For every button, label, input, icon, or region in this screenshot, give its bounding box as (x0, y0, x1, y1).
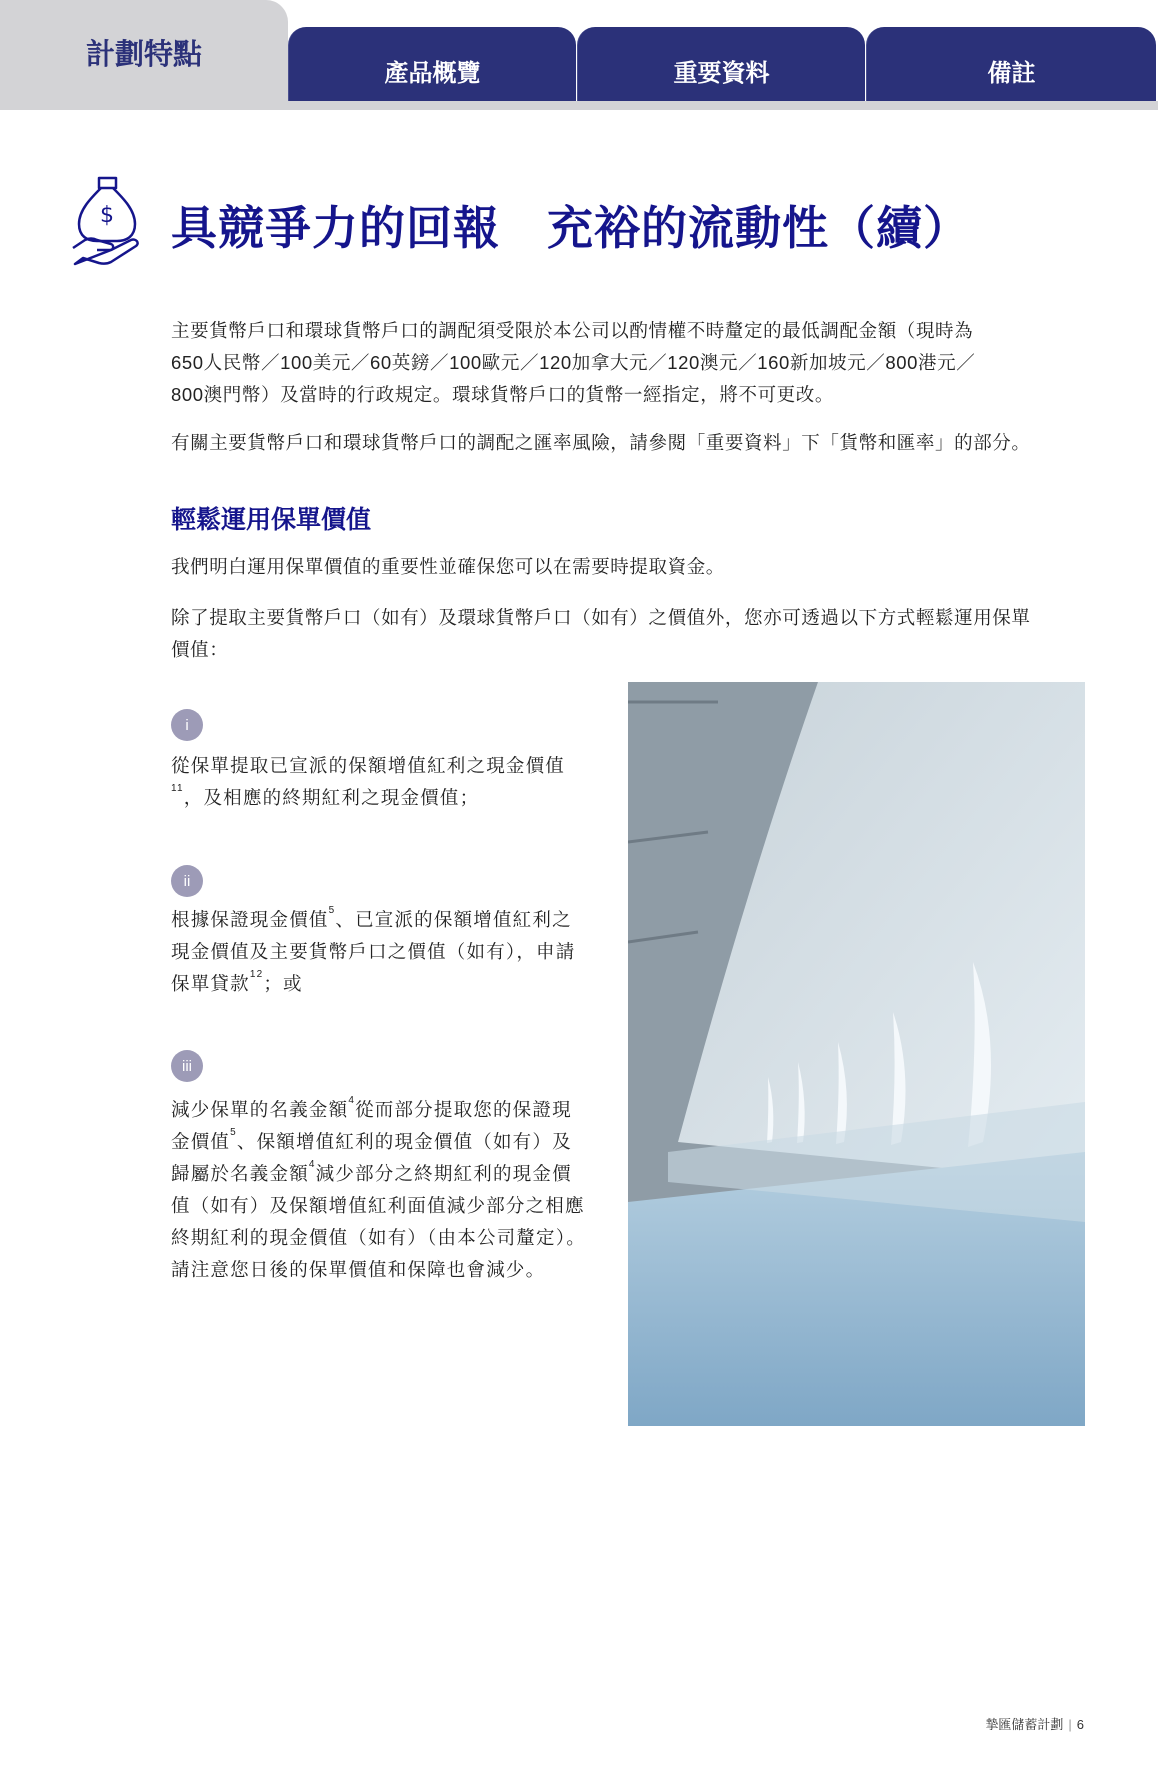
text: ；或 (263, 973, 303, 994)
list-item (171, 904, 591, 1000)
text: 減少保單的名義金額 (171, 1099, 349, 1120)
tab-plan-features[interactable]: 計劃特點 (0, 0, 288, 110)
tab-important-info[interactable]: 重要資料 (577, 27, 865, 101)
footnote-ref: 5 (328, 905, 336, 916)
text: 減少部分之終期紅利的現金價值（如有）及保額增值紅利面值減少部分之相應終期紅利的現金價值（如有）（由本公司釐定）。請注意您日後的保單價值和保障也會減少。 (171, 1163, 586, 1280)
list-number-badge: iii (171, 1050, 203, 1082)
money-bag-hand-icon (71, 176, 143, 266)
list-number-badge: i (171, 709, 203, 741)
tab-notes[interactable]: 備註 (866, 27, 1156, 101)
walkway-photo (628, 682, 1085, 1426)
text: 、已宣派的保額增值紅利之現金價值及主要貨幣戶口之價值（如有），申請保單貸款 (171, 909, 576, 994)
text: ，及相應的終期紅利之現金價值； (183, 787, 480, 808)
text-line: 價值： (171, 639, 229, 660)
page-number: 6 (1076, 1717, 1084, 1732)
footnote-ref: 11 (171, 783, 184, 794)
page-title: 具競爭力的回報 充裕的流動性（續） (171, 202, 970, 254)
text: 根據保證現金價值 (171, 909, 329, 930)
tab-bar (0, 0, 1158, 110)
intro-paragraph-2: 有關主要貨幣戶口和環球貨幣戶口的調配之匯率風險，請參閱「重要資料」下「貨幣和匯率」的部分。 (171, 432, 1031, 453)
text: 從保單提取已宣派的保額增值紅利之現金價值 (171, 755, 566, 776)
footnote-ref: 4 (308, 1159, 316, 1170)
intro-paragraph-1 (171, 315, 975, 411)
text-line: 主要貨幣戶口和環球貨幣戶口的調配須受限於本公司以酌情權不時釐定的最低調配金額（現時為 (171, 320, 974, 341)
svg-text:$: $ (100, 203, 114, 228)
tab-product-overview[interactable]: 產品概覽 (288, 27, 576, 101)
list-number-badge: ii (171, 865, 203, 897)
section-heading: 輕鬆運用保單價值 (171, 506, 372, 534)
text-line: 650人民幣／100美元／60英鎊／100歐元／120加拿大元／120澳元／160新加坡元／800港元／ (171, 352, 976, 373)
text-line: 800澳門幣）及當時的行政規定。環球貨幣戶口的貨幣一經指定，將不可更改。 (171, 384, 834, 405)
text: 從而部分提取您的保證現金價值 (171, 1099, 572, 1152)
list-item (171, 1094, 591, 1286)
product-name: 摯匯儲蓄計劃 (985, 1717, 1064, 1732)
footnote-ref: 4 (348, 1095, 356, 1106)
list-item (171, 750, 591, 814)
footnote-ref: 5 (230, 1127, 237, 1138)
section-paragraph-1: 我們明白運用保單價值的重要性並確保您可以在需要時提取資金。 (171, 556, 725, 577)
walkway-illustration (628, 682, 1085, 1426)
section-paragraph-2 (171, 602, 1031, 666)
page-footer (985, 1714, 1084, 1733)
footnote-ref: 12 (249, 969, 264, 980)
text-line: 除了提取主要貨幣戶口（如有）及環球貨幣戶口（如有）之價值外，您亦可透過以下方式輕鬆運用保單 (171, 607, 1031, 628)
text: 、保額增值紅利的現金價值（如有）及歸屬於名義金額 (171, 1131, 572, 1184)
footer-divider: | (1068, 1717, 1072, 1732)
